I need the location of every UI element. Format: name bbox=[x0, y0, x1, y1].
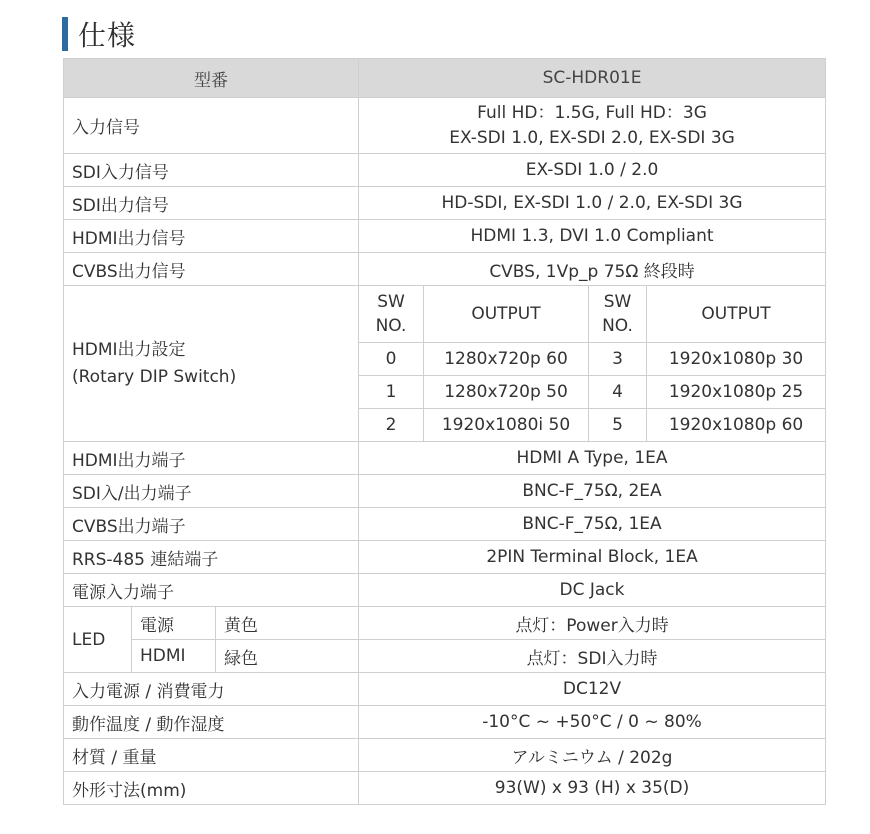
hdmi-setting-label bbox=[64, 286, 359, 442]
sw-header-line1: SW bbox=[377, 292, 405, 312]
output-value: 1280x720p 50 bbox=[424, 376, 589, 409]
table-row bbox=[64, 475, 826, 508]
sw-no-header-1 bbox=[359, 286, 424, 343]
table-row bbox=[64, 508, 826, 541]
led-power-color: 黄色 bbox=[216, 607, 359, 640]
output-value: 1920x1080p 30 bbox=[647, 343, 826, 376]
led-hdmi-name: HDMI bbox=[132, 640, 216, 673]
sw-number: 4 bbox=[589, 376, 647, 409]
sdi-port-label: SDI入/出力端子 bbox=[64, 475, 359, 508]
temp-label: 動作温度 / 動作湿度 bbox=[64, 706, 359, 739]
input-signal-label: 入力信号 bbox=[64, 98, 359, 154]
sdi-input-value: EX-SDI 1.0 / 2.0 bbox=[359, 154, 826, 187]
table-row bbox=[64, 286, 826, 343]
sw-header-line2: NO. bbox=[602, 316, 633, 336]
model-value: SC-HDR01E bbox=[359, 59, 826, 98]
table-row bbox=[64, 574, 826, 607]
sdi-output-label: SDI出力信号 bbox=[64, 187, 359, 220]
sdi-input-label: SDI入力信号 bbox=[64, 154, 359, 187]
hdmi-setting-label-line1: HDMI出力設定 bbox=[72, 339, 186, 360]
size-label: 外形寸法(mm) bbox=[64, 772, 359, 805]
led-label: LED bbox=[64, 607, 132, 673]
rrs-port-label: RRS-485 連結端子 bbox=[64, 541, 359, 574]
heading-title: 仕様 bbox=[78, 19, 137, 52]
table-header-row bbox=[64, 59, 826, 98]
output-value: 1920x1080p 60 bbox=[647, 409, 826, 442]
model-label: 型番 bbox=[64, 59, 359, 98]
sw-no-header-2 bbox=[589, 286, 647, 343]
led-power-name: 電源 bbox=[132, 607, 216, 640]
rrs-port-value: 2PIN Terminal Block, 1EA bbox=[359, 541, 826, 574]
sdi-output-value: HD-SDI, EX-SDI 1.0 / 2.0, EX-SDI 3G bbox=[359, 187, 826, 220]
hdmi-output-value: HDMI 1.3, DVI 1.0 Compliant bbox=[359, 220, 826, 253]
hdmi-setting-label-line2: (Rotary DIP Switch) bbox=[72, 366, 237, 387]
input-signal-value bbox=[359, 98, 826, 154]
table-row bbox=[64, 772, 826, 805]
led-hdmi-color: 緑色 bbox=[216, 640, 359, 673]
power-port-label: 電源入力端子 bbox=[64, 574, 359, 607]
hdmi-port-label: HDMI出力端子 bbox=[64, 442, 359, 475]
table-row bbox=[64, 154, 826, 187]
input-signal-line2: EX-SDI 1.0, EX-SDI 2.0, EX-SDI 3G bbox=[449, 127, 735, 148]
table-row bbox=[64, 98, 826, 154]
power-label: 入力電源 / 消費電力 bbox=[64, 673, 359, 706]
sw-header-line2: NO. bbox=[375, 316, 407, 336]
cvbs-output-label: CVBS出力信号 bbox=[64, 253, 359, 286]
sw-number: 5 bbox=[589, 409, 647, 442]
sw-number: 2 bbox=[359, 409, 424, 442]
output-value: 1280x720p 60 bbox=[424, 343, 589, 376]
section-heading bbox=[62, 14, 136, 54]
output-value: 1920x1080i 50 bbox=[424, 409, 589, 442]
cvbs-port-label: CVBS出力端子 bbox=[64, 508, 359, 541]
table-row bbox=[64, 607, 826, 640]
sdi-port-value: BNC-F_75Ω, 2EA bbox=[359, 475, 826, 508]
output-header-2: OUTPUT bbox=[647, 286, 826, 343]
table-row bbox=[64, 220, 826, 253]
sw-number: 1 bbox=[359, 376, 424, 409]
material-label: 材質 / 重量 bbox=[64, 739, 359, 772]
input-signal-line1: Full HD：1.5G, Full HD：3G bbox=[477, 102, 707, 123]
table-row bbox=[64, 706, 826, 739]
table-row bbox=[64, 187, 826, 220]
table-row bbox=[64, 541, 826, 574]
size-value: 93(W) x 93 (H) x 35(D) bbox=[359, 772, 826, 805]
sw-number: 0 bbox=[359, 343, 424, 376]
power-port-value: DC Jack bbox=[359, 574, 826, 607]
led-hdmi-value: 点灯：SDI入力時 bbox=[359, 640, 826, 673]
power-value: DC12V bbox=[359, 673, 826, 706]
led-power-value: 点灯：Power入力時 bbox=[359, 607, 826, 640]
cvbs-port-value: BNC-F_75Ω, 1EA bbox=[359, 508, 826, 541]
output-header-1: OUTPUT bbox=[424, 286, 589, 343]
table-row bbox=[64, 442, 826, 475]
table-row bbox=[64, 739, 826, 772]
sw-header-line1: SW bbox=[603, 292, 632, 312]
sw-number: 3 bbox=[589, 343, 647, 376]
heading-accent-bar bbox=[62, 17, 68, 51]
table-row bbox=[64, 673, 826, 706]
cvbs-output-value: CVBS, 1Vp_p 75Ω 終段時 bbox=[359, 253, 826, 286]
spec-table bbox=[63, 58, 826, 805]
table-row bbox=[64, 253, 826, 286]
hdmi-port-value: HDMI A Type, 1EA bbox=[359, 442, 826, 475]
output-value: 1920x1080p 25 bbox=[647, 376, 826, 409]
temp-value: -10°C ~ +50°C / 0 ~ 80% bbox=[359, 706, 826, 739]
table-row bbox=[64, 640, 826, 673]
material-value: アルミニウム / 202g bbox=[359, 739, 826, 772]
hdmi-output-label: HDMI出力信号 bbox=[64, 220, 359, 253]
